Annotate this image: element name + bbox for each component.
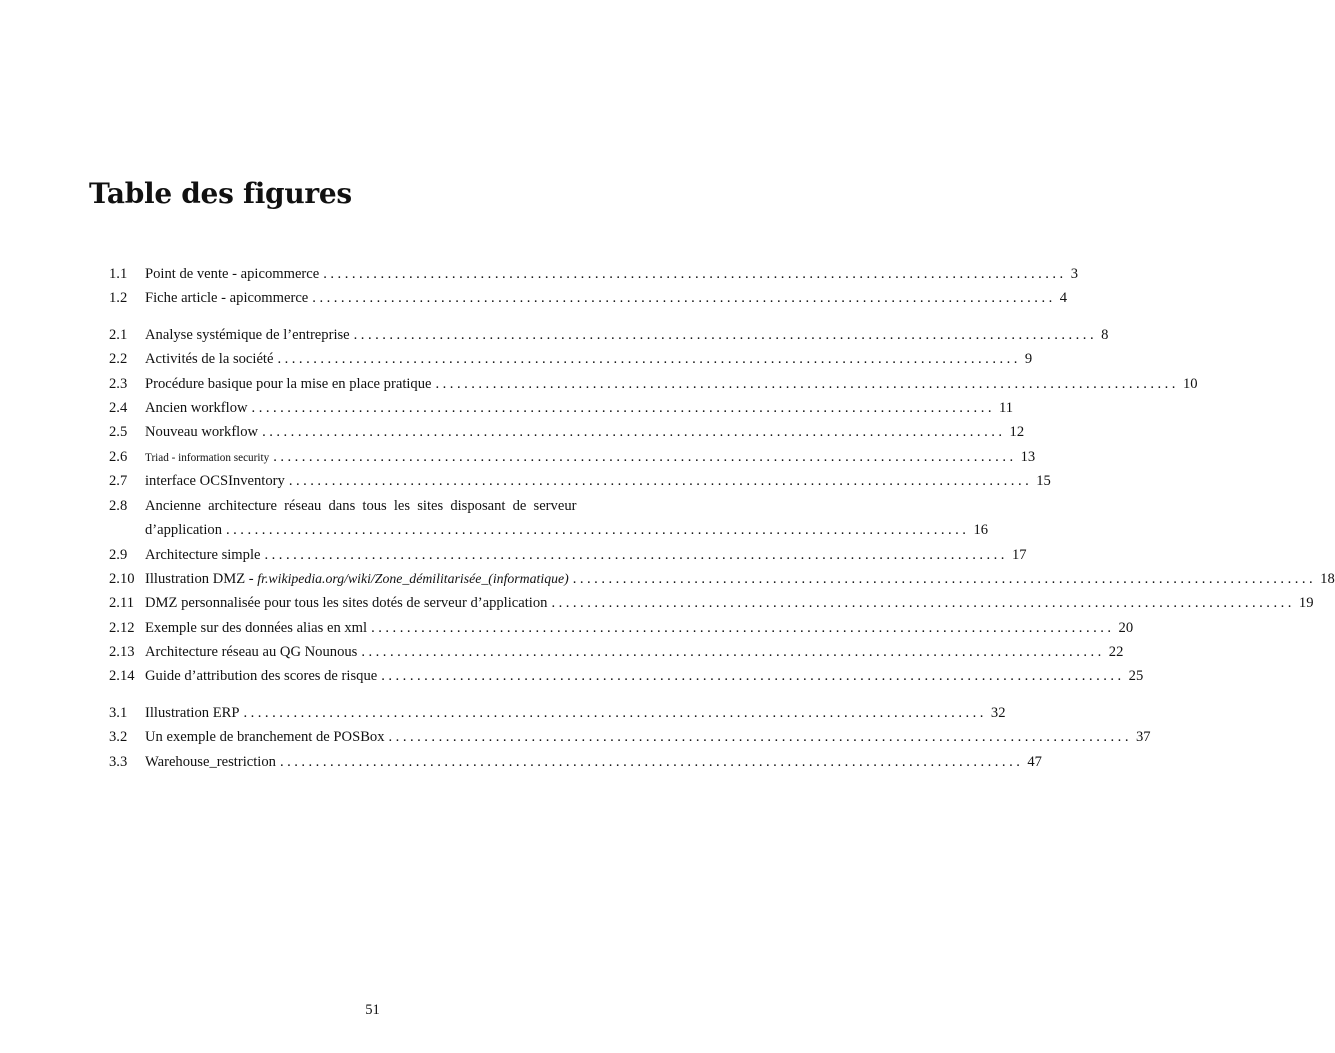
figure-number: 2.9	[109, 546, 128, 563]
figure-caption: interface OCSInventory	[145, 473, 285, 490]
figure-group-chapter-3	[109, 701, 1151, 774]
dot-leader: ........................................................................................................	[361, 644, 1105, 661]
figure-caption: Triad - information security	[145, 451, 270, 464]
dot-leader: ........................................................................................................	[279, 753, 1024, 770]
toc-entry[interactable]	[109, 445, 1036, 469]
figure-number: 2.8	[109, 497, 128, 514]
figure-number: 3.1	[109, 704, 128, 721]
figure-caption: Exemple sur des données alias en xml	[145, 619, 368, 636]
figure-caption-line-1: Ancienne architecture réseau dans tous les sites disposant de serveur	[145, 497, 577, 514]
figure-caption: Warehouse_restriction	[145, 753, 276, 770]
page-number: 20	[1118, 619, 1134, 636]
page-number: 17	[1011, 546, 1027, 563]
dot-leader: ........................................................................................................	[388, 729, 1132, 746]
list-of-figures	[109, 262, 1335, 786]
toc-entry[interactable]	[109, 469, 1051, 493]
page-title: Table des figures	[89, 177, 352, 210]
dot-leader: ........................................................................................................	[251, 399, 995, 416]
dot-leader: ........................................................................................................	[264, 546, 1008, 563]
figure-group-chapter-2	[109, 323, 1335, 689]
page-number: 22	[1108, 644, 1124, 661]
page-number: 10	[1182, 375, 1198, 392]
figure-number: 2.2	[109, 351, 128, 368]
toc-entry[interactable]	[109, 750, 1042, 774]
dot-leader: ........................................................................................................	[312, 290, 1056, 307]
page-number: 15	[1036, 473, 1051, 490]
toc-entry[interactable]	[109, 701, 1006, 725]
toc-entry[interactable]	[109, 591, 1314, 615]
dot-leader: ........................................................................................................	[273, 448, 1017, 465]
footer-page-number: 51	[365, 1002, 380, 1018]
figure-number: 2.3	[109, 375, 128, 392]
page-number: 3	[1070, 266, 1078, 282]
figure-caption: Nouveau workflow	[145, 424, 259, 441]
dot-leader: ........................................................................................................	[572, 570, 1317, 587]
figure-number: 3.3	[109, 753, 128, 770]
dot-leader: ........................................................................................................	[243, 704, 987, 721]
page-number: 37	[1135, 729, 1151, 746]
figure-caption: Un exemple de branchement de POSBox	[145, 729, 385, 746]
figure-caption: Procédure basique pour la mise en place pratique	[145, 375, 432, 392]
figure-number: 1.2	[109, 290, 128, 307]
page-number: 47	[1027, 753, 1042, 770]
figure-number: 2.13	[109, 644, 135, 661]
page-number: 11	[998, 399, 1014, 416]
figure-caption: Ancien workflow	[145, 399, 248, 416]
dot-leader: ........................................................................................................	[288, 473, 1033, 490]
page-number: 8	[1101, 326, 1109, 343]
figure-number: 2.6	[109, 448, 128, 465]
figure-number: 1.1	[109, 266, 128, 282]
dot-leader: ........................................................................................................	[323, 266, 1067, 282]
figure-number: 2.10	[109, 570, 135, 587]
page-number: 9	[1024, 351, 1033, 368]
figure-number: 3.2	[109, 729, 128, 746]
toc-entry[interactable]	[109, 396, 1014, 420]
figure-number: 2.5	[109, 424, 128, 441]
figure-number: 2.14	[109, 668, 135, 685]
figure-caption: Activités de la société	[145, 351, 274, 368]
figure-number: 2.11	[109, 595, 134, 612]
page-number: 13	[1020, 448, 1036, 465]
figure-caption: Point de vente - apicommerce	[145, 266, 320, 282]
figure-caption: Fiche article - apicommerce	[145, 290, 309, 307]
figure-caption-url[interactable]: fr.wikipedia.org/wiki/Zone_démilitarisée_(informatique)	[257, 570, 569, 586]
toc-entry[interactable]	[109, 725, 1151, 749]
toc-entry[interactable]	[109, 640, 1124, 664]
dot-leader: ........................................................................................................	[262, 424, 1006, 441]
figure-number: 2.1	[109, 326, 128, 343]
figure-number: 2.12	[109, 619, 135, 636]
dot-leader: ........................................................................................................	[371, 619, 1115, 636]
figure-number: 2.7	[109, 473, 128, 490]
toc-entry[interactable]	[109, 286, 1068, 310]
page-number: 18	[1320, 570, 1335, 587]
toc-entry[interactable]	[109, 664, 1144, 688]
toc-entry[interactable]	[109, 262, 1078, 286]
figure-caption: Guide d’attribution des scores de risque	[145, 668, 378, 685]
figure-group-chapter-1	[109, 262, 1078, 311]
dot-leader: ........................................................................................................	[551, 595, 1295, 612]
figure-caption: DMZ personnalisée pour tous les sites dotés de serveur d’application	[145, 595, 548, 612]
page-number: 19	[1298, 595, 1314, 612]
dot-leader: ........................................................................................................	[435, 375, 1179, 392]
dot-leader: ........................................................................................................	[353, 326, 1098, 343]
dot-leader: ........................................................................................................	[277, 351, 1021, 368]
dot-leader: ........................................................................................................	[381, 668, 1125, 685]
figure-caption: Architecture simple	[145, 546, 261, 563]
toc-entry[interactable]	[109, 347, 1033, 371]
figure-caption: Architecture réseau au QG Nounous	[145, 644, 358, 661]
page-number: 4	[1059, 290, 1068, 307]
page-number: 32	[990, 704, 1006, 721]
toc-entry[interactable]	[109, 420, 1025, 444]
figure-caption: Illustration ERP	[145, 704, 240, 721]
dot-leader: ........................................................................................................	[226, 521, 970, 538]
page-number: 25	[1128, 668, 1144, 685]
toc-entry[interactable]	[109, 372, 1198, 396]
toc-entry[interactable]	[109, 543, 1027, 567]
figure-caption: Analyse systémique de l’entreprise	[145, 326, 350, 343]
page-number: 12	[1009, 424, 1025, 441]
figure-caption-line-2: d’application	[145, 521, 222, 538]
toc-entry[interactable]	[109, 616, 1134, 640]
figure-number: 2.4	[109, 399, 128, 416]
toc-entry[interactable]	[109, 494, 989, 543]
toc-entry[interactable]	[109, 323, 1109, 347]
toc-entry[interactable]	[109, 567, 1335, 591]
page-number: 16	[973, 521, 989, 538]
figure-caption: Illustration DMZ -	[145, 570, 258, 587]
